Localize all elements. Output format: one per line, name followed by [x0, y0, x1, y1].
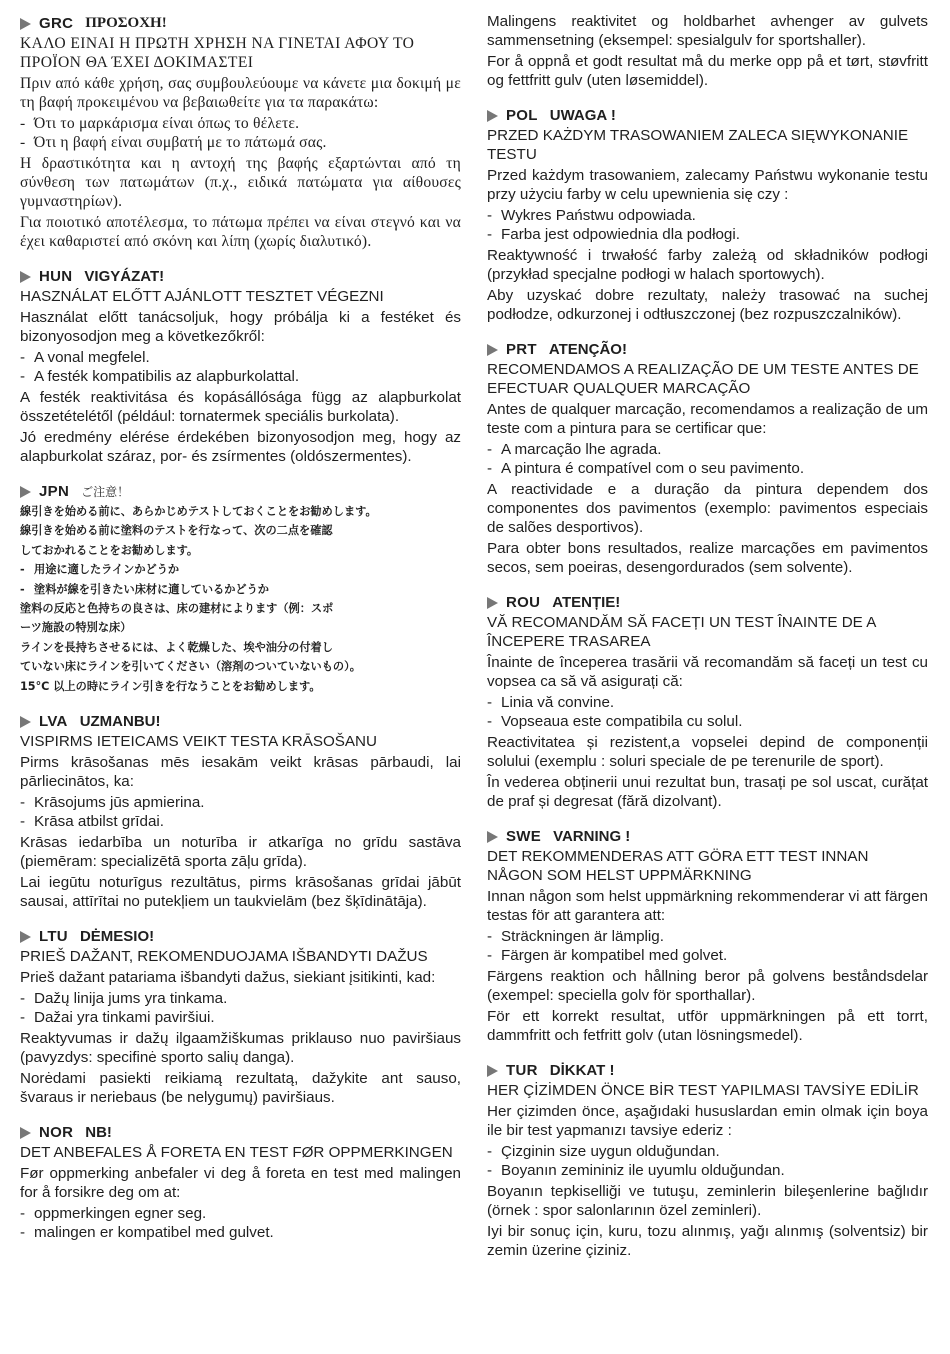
- list-item: - A pintura é compatível com o seu pavimento.: [487, 460, 805, 477]
- warning-title: ATENȚIE!: [552, 593, 621, 611]
- language-code: HUN: [39, 267, 73, 285]
- paragraph: Norėdami pasiekti reikiamą rezultatą, dažykite ant sauso, švaraus ir neriebaus (be nelygumų) paviršiaus.: [20, 1070, 461, 1107]
- intro-text: Innan någon som helst uppmärkning rekommenderar vi att färgen testas för att garantera att:: [487, 888, 928, 924]
- warning-title: ATENÇÃO!: [548, 340, 627, 358]
- section-prt: [487, 338, 928, 577]
- section-subtitle: VĂ RECOMANDĂM SĂ FACEȚI UN TEST ÎNAINTE DE A ÎNCEPERE TRASAREA: [487, 614, 876, 650]
- language-code: SWE: [506, 827, 542, 845]
- list-item: - Linia vă convine.: [487, 694, 615, 711]
- arrow-icon: [20, 486, 31, 498]
- list-item: - Färgen är kompatibel med golvet.: [487, 947, 728, 964]
- section-header: [487, 591, 928, 613]
- left-column: [20, 12, 461, 1354]
- list-item: - Farba jest odpowiednia dla podłogi.: [487, 226, 740, 243]
- section-pol: [487, 104, 928, 324]
- warning-title: DĖMESIO!: [79, 927, 155, 945]
- list-item: - A vonal megfelel.: [20, 349, 150, 366]
- section-jpn: [20, 480, 461, 696]
- list-item: - 塗料が線を引きたい床材に適しているかどうか: [20, 582, 269, 596]
- list-item: - Dažai yra tinkami paviršiui.: [20, 1009, 215, 1027]
- section-ltu: [20, 925, 461, 1107]
- paragraph: Krāsas iedarbība un noturība ir atkarīga no grīdu sastāva (piemēram: specializētā sporta zāļu grīda).: [20, 834, 461, 871]
- paragraph: Boyanın tepkiselliği ve tutuşu, zeminlerin bileşenlerine bağlıdır (örnek : spor salonlarının özel zeminleri).: [487, 1183, 928, 1219]
- intro-text: Prieš dažant patariama išbandyti dažus, siekiant įsitikinti, kad:: [20, 969, 436, 987]
- arrow-icon: [20, 1127, 31, 1139]
- list-item: - Krāsojums jūs apmierina.: [20, 794, 205, 812]
- language-code: POL: [506, 106, 538, 124]
- paragraph: Reaktywność i trwałość farby zależą od składników podłogi (przykład specjalne podłogi w halach sportowych).: [487, 247, 928, 283]
- language-code: JPN: [39, 482, 70, 500]
- language-code: GRC: [39, 14, 74, 32]
- arrow-icon: [20, 716, 31, 728]
- intro-text: Przed każdym trasowaniem, zalecamy Państwu wykonanie testu przy użyciu farby w celu upewnienia się czy :: [487, 167, 928, 203]
- section-header: [20, 12, 461, 34]
- intro-text: Pirms krāsošanas mēs iesakām veikt krāsas pārbaudi, lai pārliecinātos, ka:: [20, 754, 461, 791]
- paragraph: ーツ施設の特別な床）: [20, 621, 132, 635]
- intro-text: Înainte de începerea trasării vă recomandăm să faceți un test cu vopsea ca să vă asigurați că:: [487, 654, 928, 690]
- warning-title: VIGYÁZAT!: [84, 267, 165, 285]
- language-code: NOR: [39, 1123, 74, 1141]
- section-subtitle: PRZED KAŻDYM TRASOWANIEM ZALECA SIĘWYKONANIE TESTU: [487, 127, 909, 163]
- arrow-icon: [487, 1065, 498, 1077]
- paragraph: A festék reaktivitása és kopásállósága függ az alapburkolat összetételétől (például: tornatermek speciális burkolata).: [20, 389, 461, 425]
- language-code: LVA: [39, 712, 68, 730]
- paragraph: Η δραστικότητα και η αντοχή της βαφής εξαρτώνται από τη σύνθεση των πατωμάτων (π.χ., ειδικά πατώματα για αίθουσες γυμναστηρίων).: [20, 155, 461, 210]
- list-item: - Çizginin size uygun olduğundan.: [487, 1143, 720, 1160]
- paragraph: For å oppnå et godt resultat må du merke opp på et tørt, støvfritt og fettfritt gulv (uten løsemiddel).: [487, 53, 928, 89]
- language-code: LTU: [39, 927, 68, 945]
- section-subtitle: RECOMENDAMOS A REALIZAÇÃO DE UM TESTE ANTES DE EFECTUAR QUALQUER MARCAÇÃO: [487, 361, 919, 397]
- list-item: - Krāsa atbilst grīdai.: [20, 813, 164, 831]
- paragraph: 線引きを始める前に、あらかじめテストしておくことをお勧めします。: [20, 505, 377, 518]
- arrow-icon: [487, 110, 498, 122]
- intro-text: Πριν από κάθε χρήση, σας συμβουλεύουμε να κάνετε μια δοκιμή με τη βαφή προκειμένου να βεβαιωθείτε για τα παρακάτω:: [20, 75, 461, 111]
- paragraph: Färgens reaktion och hållning beror på golvens beståndsdelar (exempel: speciella golv för sporthallar).: [487, 968, 928, 1004]
- list-item: - Boyanın zemininiz ile uyumlu olduğundan.: [487, 1162, 785, 1179]
- section-header: [487, 104, 928, 126]
- section-grc: [20, 12, 461, 251]
- warning-title: UZMANBU!: [79, 712, 161, 730]
- paragraph: しておかれることをお勧めします。: [20, 543, 199, 557]
- arrow-icon: [20, 931, 31, 943]
- section-subtitle: DET REKOMMENDERAS ATT GÖRA ETT TEST INNAN NÅGON SOM HELST UPPMÄRKNING: [487, 848, 869, 884]
- intro-text: Her çizimden önce, aşağıdaki hususlardan emin olmak için boya ile bir test yapmanızı tavsiye ederiz :: [487, 1103, 928, 1139]
- list-item: - oppmerkingen egner seg.: [20, 1205, 207, 1223]
- paragraph: În vederea obținerii unui rezultat bun, trasați pe sol uscat, curățat de praf și degresat (fără dizolvant).: [487, 774, 928, 810]
- paragraph: ラインを長持ちさせるには、よく乾燥した、埃や油分の付着し: [20, 640, 333, 654]
- paragraph: Malingens reaktivitet og holdbarhet avhenger av gulvets sammensetning (eksempel: spesialgulv for sportshaller).: [487, 13, 928, 49]
- section-header: [487, 1059, 928, 1081]
- section-header: [20, 710, 461, 732]
- arrow-icon: [487, 344, 498, 356]
- warning-title: NB!: [85, 1123, 112, 1141]
- paragraph: Iyi bir sonuç için, kuru, tozu alınmış, yağı alınmış (solventsiz) bir zemin üzerine çiziniz.: [487, 1223, 928, 1259]
- paragraph: Lai iegūtu noturīgus rezultātus, pirms krāsošanas grīdai jābūt sausai, attīrītai no putekļiem un taukvielām (bez šķīdinātāja).: [20, 874, 461, 911]
- language-code: TUR: [506, 1061, 538, 1079]
- section-tur: [487, 1059, 928, 1260]
- section-header: [20, 265, 461, 287]
- right-column: [487, 12, 928, 1354]
- warning-title: DİKKAT !: [549, 1061, 615, 1079]
- warning-title: ご注意！: [81, 484, 130, 499]
- section-subtitle: HER ÇİZİMDEN ÖNCE BİR TEST YAPILMASI TAVSİYE EDİLİR: [487, 1082, 919, 1099]
- arrow-icon: [20, 18, 31, 30]
- section-subtitle: HASZNÁLAT ELŐTT AJÁNLOTT TESZTET VÉGEZNI: [20, 288, 384, 305]
- paragraph: 15°C 以上の時にライン引きを行なうことをお勧めします。: [20, 679, 321, 693]
- language-code: ROU: [506, 593, 541, 611]
- paragraph: För ett korrekt resultat, utför uppmärkningen på ett torrt, dammfritt och fetfritt golv (utan lösningsmedel).: [487, 1008, 928, 1044]
- intro-text: Antes de qualquer marcação, recomendamos a realização de um teste com a pintura para se certificar que:: [487, 401, 928, 437]
- section-rou: [487, 591, 928, 811]
- list-item: - Wykres Państwu odpowiada.: [487, 207, 696, 224]
- arrow-icon: [487, 597, 498, 609]
- list-item: - A marcação lhe agrada.: [487, 441, 662, 458]
- warning-title: ΠΡΟΣΟΧΗ!: [85, 14, 167, 31]
- list-item: - malingen er kompatibel med gulvet.: [20, 1224, 274, 1242]
- list-item: - Sträckningen är lämplig.: [487, 928, 664, 945]
- intro-text: Használat előtt tanácsoljuk, hogy próbálja ki a festéket és bizonyosodjon meg a következőkről:: [20, 309, 461, 345]
- paragraph: ていない床にラインを引いてください（溶剤のついていないもの）。: [20, 660, 361, 674]
- section-header: [487, 825, 928, 847]
- warning-title: VARNING !: [553, 827, 631, 845]
- paragraph: Para obter bons resultados, realize marcações em pavimentos secos, sem poeiras, desengordurados (sem solvente).: [487, 540, 928, 576]
- section-header: [20, 1121, 461, 1143]
- section-header: [20, 925, 461, 947]
- paragraph: A reactividade e a duração da pintura dependem dos componentes dos pavimentos (exemplo: pavimentos especiais de salões desportivos).: [487, 481, 928, 536]
- section-nor-continued: [487, 12, 928, 90]
- list-item: - A festék kompatibilis az alapburkolattal.: [20, 368, 300, 385]
- warning-title: UWAGA !: [549, 106, 616, 124]
- paragraph: Aby uzyskać dobre rezultaty, należy trasować na suchej podłodze, odkurzonej i odtłuszczonej (bez rozpuszczalników).: [487, 287, 928, 323]
- section-swe: [487, 825, 928, 1045]
- list-item: - 用途に適したラインかどうか: [20, 563, 180, 577]
- list-item: - Ότι η βαφή είναι συμβατή με το πάτωμά σας.: [20, 134, 327, 151]
- section-lva: [20, 710, 461, 911]
- paragraph: Reactivitatea și rezistent,a vopselei depind de componenții solului (exemplu : soluri speciale de pe terenurile de sport).: [487, 734, 928, 770]
- section-subtitle: DET ANBEFALES Å FORETA EN TEST FØR OPPMERKINGEN: [20, 1144, 453, 1162]
- section-subtitle: VISPIRMS IETEICAMS VEIKT TESTA KRĀSOŠANU: [20, 733, 377, 751]
- section-nor: [20, 1121, 461, 1242]
- list-item: - Ότι το μαρκάρισμα είναι όπως το θέλετε.: [20, 115, 300, 132]
- list-item: - Dažų linija jums yra tinkama.: [20, 990, 228, 1008]
- paragraph: 塗料の反応と色持ちの良さは、床の建材によります（例：スポ: [20, 602, 334, 616]
- section-hun: [20, 265, 461, 466]
- paragraph: 線引きを始める前に塗料のテストを行なって、次の二点を確認: [20, 524, 333, 538]
- list-item: - Vopseaua este compatibila cu solul.: [487, 713, 743, 730]
- section-subtitle: PRIEŠ DAŽANT, REKOMENDUOJAMA IŠBANDYTI DAŽUS: [20, 948, 428, 966]
- arrow-icon: [487, 831, 498, 843]
- section-header: [487, 338, 928, 360]
- arrow-icon: [20, 271, 31, 283]
- paragraph: Για ποιοτικό αποτέλεσμα, το πάτωμα πρέπει να είναι στεγνό και να έχει καθαριστεί από σκόνη και λίπη (χωρίς διαλυτικό).: [20, 214, 461, 250]
- paragraph: Jó eredmény elérése érdekében bizonyosodjon meg, hogy az alapburkolat száraz, por- és zsírmentes (oldószermentes).: [20, 429, 461, 465]
- intro-text: Før oppmerking anbefaler vi deg å foreta en test med malingen for å forsikre deg om at:: [20, 1165, 461, 1202]
- paragraph: Reaktyvumas ir dažų ilgaamžiškumas priklauso nuo paviršiaus (pavyzdys: specifinė sporto salių danga).: [20, 1030, 461, 1067]
- section-header: [20, 480, 461, 502]
- section-subtitle: ΚΑΛΟ ΕΙΝΑΙ Η ΠΡΩΤΗ ΧΡΗΣΗ ΝΑ ΓΙΝΕΤΑΙ ΑΦΟΥ ΤΟ ΠΡΟΪΟΝ ΘΑ ΈΧΕΙ ΔΟΚΙΜΑΣΤΕΙ: [20, 35, 415, 71]
- language-code: PRT: [506, 340, 537, 358]
